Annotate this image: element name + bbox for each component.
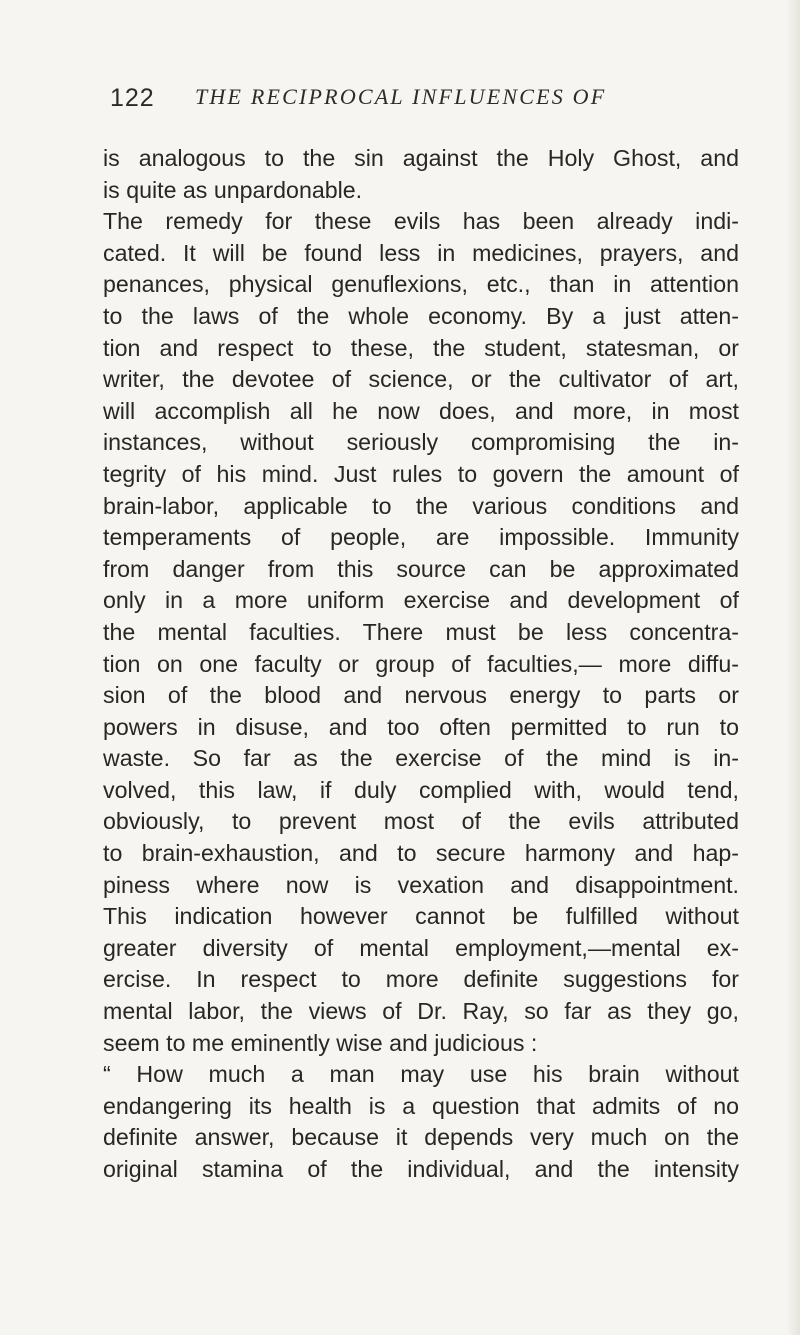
text-line: volved, this law, if duly complied with, would tend, — [103, 776, 739, 803]
running-head: THE RECIPROCAL INFLUENCES OF — [195, 84, 607, 109]
text-line: “ How much a man may use his brain without — [103, 1061, 739, 1088]
text-line: penances, physical genuflexions, etc., than in attention — [103, 271, 739, 298]
text-line: greater diversity of mental employment,—mental ex- — [103, 934, 739, 961]
page-number: 122 — [110, 84, 155, 112]
text-line: piness where now is vexation and disappointment. — [103, 871, 739, 898]
text-line: tion and respect to these, the student, statesman, or — [103, 334, 739, 361]
text-line: obviously, to prevent most of the evils attributed — [103, 808, 739, 835]
text-line: will accomplish all he now does, and more, in most — [103, 397, 739, 424]
text-line: is analogous to the sin against the Holy Ghost, and — [103, 145, 739, 171]
text-line: to the laws of the whole economy. By a just atten- — [103, 302, 739, 329]
text-line: definite answer, because it depends very much on the — [103, 1124, 739, 1151]
text-line: the mental faculties. There must be less concentra- — [103, 618, 739, 645]
text-line: tegrity of his mind. Just rules to govern the amount of — [103, 460, 739, 487]
text-line: original stamina of the individual, and the intensity — [103, 1156, 739, 1182]
text-line: powers in disuse, and too often permitted to run to — [103, 713, 739, 740]
text-line: tion on one faculty or group of faculties,— more diffu- — [103, 650, 739, 677]
text-line: This indication however cannot be fulfilled without — [103, 903, 739, 930]
text-line: brain-labor, applicable to the various conditions and — [103, 492, 739, 519]
text-line: mental labor, the views of Dr. Ray, so far as they go, — [103, 998, 739, 1025]
text-line: to brain-exhaustion, and to secure harmony and hap- — [103, 840, 739, 867]
text-line: endangering its health is a question that admits of no — [103, 1092, 739, 1119]
text-line: seem to me eminently wise and judicious : — [103, 1029, 538, 1056]
body-text — [103, 143, 739, 1186]
text-line: sion of the blood and nervous energy to parts or — [103, 682, 739, 709]
text-line: cated. It will be found less in medicines, prayers, and — [103, 239, 739, 266]
page-header — [103, 78, 743, 118]
text-line: is quite as unpardonable. — [103, 176, 363, 203]
page-edge-shadow — [786, 0, 800, 1335]
text-line: instances, without seriously compromising the in- — [103, 429, 739, 456]
text-line: only in a more uniform exercise and development of — [103, 587, 739, 614]
text-line: writer, the devotee of science, or the cultivator of art, — [103, 366, 739, 393]
text-line: from danger from this source can be approximated — [103, 555, 739, 582]
text-line: The remedy for these evils has been already indi- — [103, 208, 739, 235]
text-line: temperaments of people, are impossible. Immunity — [103, 524, 739, 551]
text-line: waste. So far as the exercise of the mind is in- — [103, 745, 739, 772]
text-line: ercise. In respect to more definite suggestions for — [103, 966, 739, 993]
